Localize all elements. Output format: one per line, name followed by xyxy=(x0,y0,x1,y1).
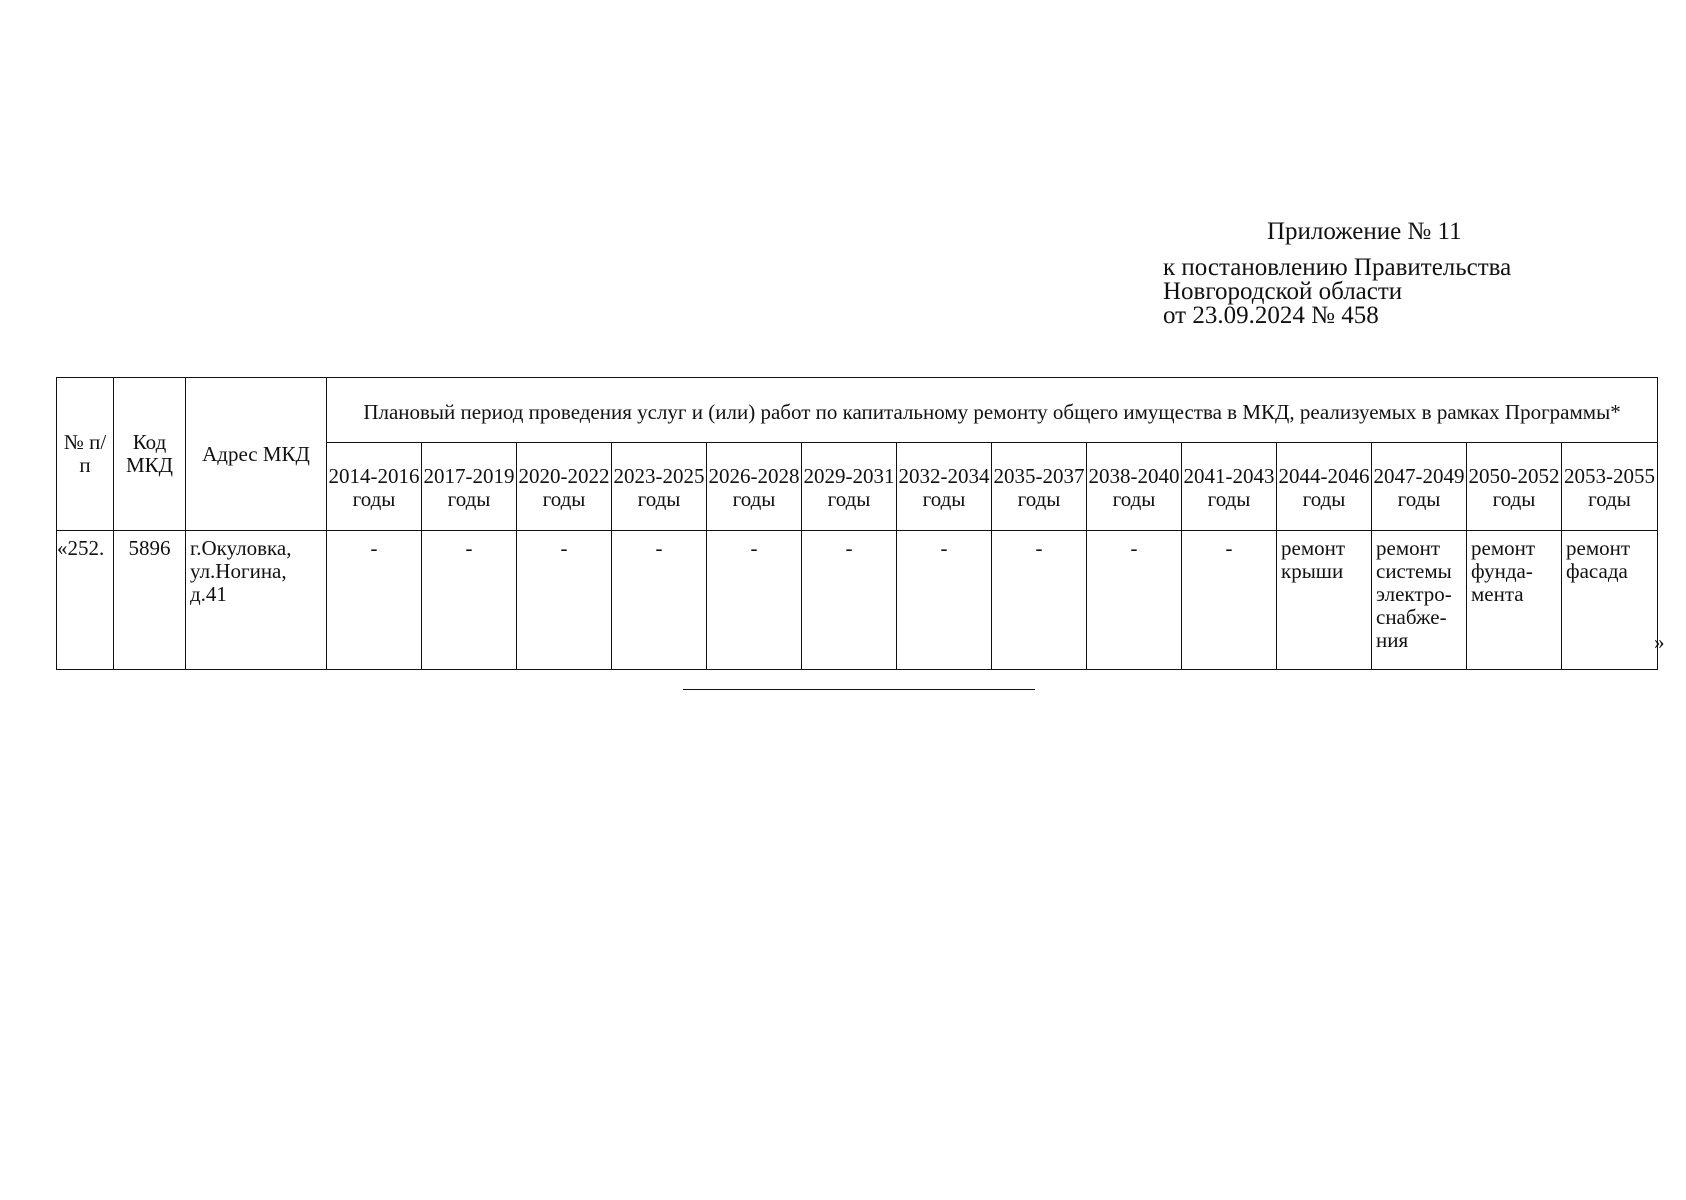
work-cell: - xyxy=(707,531,802,670)
work-cell: ремонт фунда-мента xyxy=(1467,531,1562,670)
row-number: «252. xyxy=(57,531,114,670)
header-code: Код МКД xyxy=(114,378,186,531)
work-cell: - xyxy=(1182,531,1277,670)
footer-divider xyxy=(683,689,1035,690)
period-header: 2035-2037 годы xyxy=(992,443,1087,531)
appendix-reference xyxy=(1163,256,1511,328)
period-header: 2017-2019 годы xyxy=(422,443,517,531)
period-header: 2041-2043 годы xyxy=(1182,443,1277,531)
period-header: 2026-2028 годы xyxy=(707,443,802,531)
work-cell: ремонт системы электро-снабже-ния xyxy=(1372,531,1467,670)
work-cell: - xyxy=(897,531,992,670)
work-cell: - xyxy=(1087,531,1182,670)
period-header: 2023-2025 годы xyxy=(612,443,707,531)
header-planned-period: Плановый период проведения услуг и (или) работ по капитальному ремонту общего имущества в МКД, реализуемых в рамках Программы* xyxy=(327,378,1658,443)
closing-quote: » xyxy=(1654,630,1665,654)
work-cell: - xyxy=(612,531,707,670)
capital-repair-table xyxy=(56,377,1658,670)
reference-line-3: от 23.09.2024 № 458 xyxy=(1163,302,1379,329)
work-cell: - xyxy=(992,531,1087,670)
header-number: № п/п xyxy=(57,378,114,531)
work-cell: ремонт фасада xyxy=(1562,531,1658,670)
period-header: 2014-2016 годы xyxy=(327,443,422,531)
appendix-title: Приложение № 11 xyxy=(1267,218,1462,245)
work-cell: - xyxy=(422,531,517,670)
work-cell: ремонт крыши xyxy=(1277,531,1372,670)
period-header: 2029-2031 годы xyxy=(802,443,897,531)
header-address: Адрес МКД xyxy=(186,378,327,531)
reference-line-1: к постановлению Правительства xyxy=(1163,254,1512,281)
row-address: г.Окуловка, ул.Ногина, д.41 xyxy=(186,531,327,670)
work-cell: - xyxy=(802,531,897,670)
period-header: 2044-2046 годы xyxy=(1277,443,1372,531)
table-row xyxy=(57,531,1658,670)
period-header: 2047-2049 годы xyxy=(1372,443,1467,531)
period-header: 2050-2052 годы xyxy=(1467,443,1562,531)
period-header: 2032-2034 годы xyxy=(897,443,992,531)
row-code: 5896 xyxy=(114,531,186,670)
work-cell: - xyxy=(327,531,422,670)
reference-line-2: Новгородской области xyxy=(1163,278,1403,305)
period-header: 2020-2022 годы xyxy=(517,443,612,531)
work-cell: - xyxy=(517,531,612,670)
period-header: 2038-2040 годы xyxy=(1087,443,1182,531)
period-header: 2053-2055 годы xyxy=(1562,443,1658,531)
